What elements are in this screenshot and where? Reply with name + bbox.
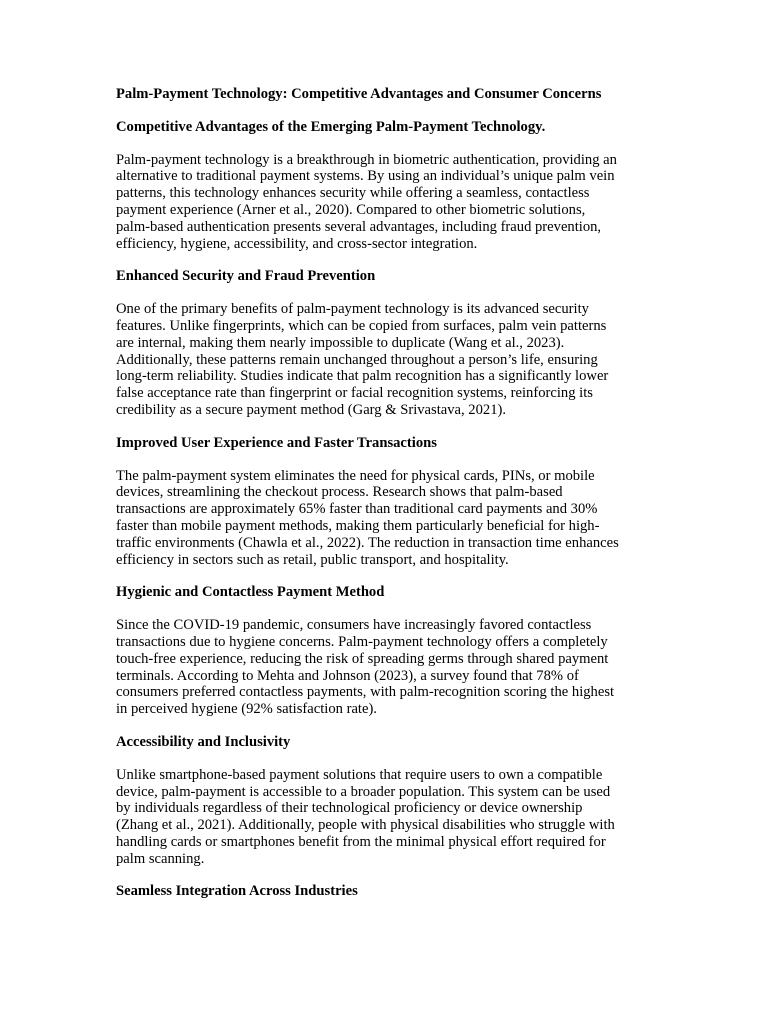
paragraph-accessibility <box>116 767 656 868</box>
paragraph-line: One of the primary benefits of palm-payment technology is its advanced security <box>116 301 589 318</box>
paragraph-line: payment experience (Arner et al., 2020). Compared to other biometric solutions, <box>116 201 586 218</box>
paragraph-line: are internal, making them nearly impossible to duplicate (Wang et al., 2023). <box>116 334 565 351</box>
paragraph-line: false acceptance rate than fingerprint or facial recognition systems, reinforcing its <box>116 385 593 402</box>
paragraph-line: Since the COVID-19 pandemic, consumers have increasingly favored contactless <box>116 617 592 634</box>
paragraph-line: traffic environments (Chawla et al., 2022). The reduction in transaction time enhances <box>116 534 619 551</box>
paragraph-line: by individuals regardless of their technological proficiency or device ownership <box>116 800 583 817</box>
paragraph-line: long-term reliability. Studies indicate that palm recognition has a significantly lower <box>116 368 609 385</box>
paragraph-line: handling cards or smartphones benefit from the minimal physical effort required for <box>116 833 606 850</box>
section-heading-competitive-advantages: Competitive Advantages of the Emerging Palm-Payment Technology. <box>116 118 546 135</box>
paragraph-line: credibility as a secure payment method (Garg & Srivastava, 2021). <box>116 401 506 418</box>
section-heading-user-experience: Improved User Experience and Faster Transactions <box>116 434 437 451</box>
paragraph-line: Additionally, these patterns remain unchanged throughout a person’s life, ensuring <box>116 351 598 368</box>
paragraph-line: transactions are approximately 65% faster than traditional card payments and 30% <box>116 501 598 518</box>
paragraph-line: The palm-payment system eliminates the need for physical cards, PINs, or mobile <box>116 467 595 484</box>
paragraph-hygiene <box>116 617 656 718</box>
paragraph-line: touch-free experience, reducing the risk of spreading germs through shared payment <box>116 650 609 667</box>
paragraph-line: alternative to traditional payment systems. By using an individual’s unique palm vein <box>116 168 615 185</box>
paragraph-line: efficiency in sectors such as retail, public transport, and hospitality. <box>116 551 509 568</box>
paragraph-line: devices, streamlining the checkout process. Research shows that palm-based <box>116 484 563 501</box>
paragraph-line: patterns, this technology enhances security while offering a seamless, contactless <box>116 185 590 202</box>
section-heading-hygiene: Hygienic and Contactless Payment Method <box>116 584 385 601</box>
paragraph-line: efficiency, hygiene, accessibility, and cross-sector integration. <box>116 235 478 252</box>
paragraph-line: device, palm-payment is accessible to a broader population. This system can be used <box>116 783 611 800</box>
paragraph-security <box>116 301 656 419</box>
paragraph-competitive-advantages <box>116 152 656 253</box>
paragraph-line: faster than mobile payment methods, making them particularly beneficial for high- <box>116 517 600 534</box>
paragraph-line: in perceived hygiene (92% satisfaction rate). <box>116 701 377 718</box>
paragraph-line: palm-based authentication presents several advantages, including fraud prevention, <box>116 218 602 235</box>
paragraph-line: Palm-payment technology is a breakthrough in biometric authentication, providing an <box>116 151 617 168</box>
paragraph-line: (Zhang et al., 2021). Additionally, people with physical disabilities who struggle with <box>116 817 615 834</box>
paragraph-line: consumers preferred contactless payments, with palm-recognition scoring the highest <box>116 684 615 701</box>
section-heading-accessibility: Accessibility and Inclusivity <box>116 733 291 750</box>
paragraph-line: terminals. According to Mehta and Johnson (2023), a survey found that 78% of <box>116 667 579 684</box>
paragraph-line: Unlike smartphone-based payment solutions that require users to own a compatible <box>116 766 603 783</box>
paragraph-line: features. Unlike fingerprints, which can be copied from surfaces, palm vein patterns <box>116 317 607 334</box>
section-heading-integration: Seamless Integration Across Industries <box>116 883 358 900</box>
document-title: Palm-Payment Technology: Competitive Advantages and Consumer Concerns <box>116 86 602 102</box>
document-page <box>116 86 656 916</box>
paragraph-line: palm scanning. <box>116 850 205 867</box>
section-heading-security: Enhanced Security and Fraud Prevention <box>116 268 376 285</box>
paragraph-user-experience <box>116 468 656 569</box>
paragraph-line: transactions due to hygiene concerns. Palm-payment technology offers a completely <box>116 633 608 650</box>
